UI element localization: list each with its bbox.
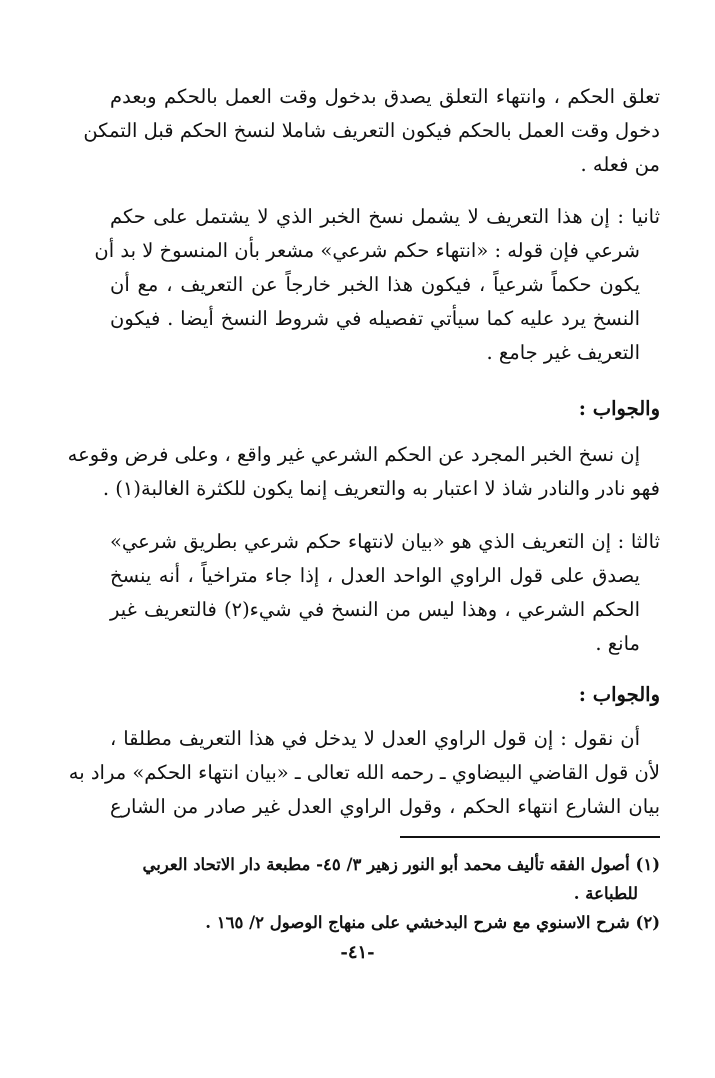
text-line: من فعله . [580, 153, 660, 176]
text-line: ثانيا : إن هذا التعريف لا يشمل نسخ الخبر الذي لا يشتمل على حكم [110, 205, 660, 228]
footnotes [110, 850, 660, 937]
objection-second [94, 200, 660, 370]
text-line: أن نقول : إن قول الراوي العدل لا يدخل في هذا التعريف مطلقا ، [110, 727, 640, 750]
text-line: مانع . [595, 632, 640, 655]
footnote-continuation: للطباعة . [573, 884, 638, 903]
paragraph-continuation [83, 80, 660, 182]
text-line: لأن قول القاضي البيضاوي ـ رحمه الله تعالى ـ «بيان انتهاء الحكم» مراد به [68, 761, 660, 784]
text-line: شرعي فإن قوله : «انتهاء حكم شرعي» مشعر بأن المنسوخ لا بد أن [94, 239, 640, 262]
text-line: فهو نادر والنادر شاذ لا اعتبار به والتعريف إنما يكون للكثرة الغالبة(١) . [102, 477, 660, 500]
text-line: يصدق على قول الراوي الواحد العدل ، إذا جاء متراخياً ، أنه ينسخ [110, 564, 640, 587]
answer-paragraph [67, 438, 660, 506]
heading-text: والجواب : [578, 397, 660, 420]
text-line: بيان الشارع انتهاء الحكم ، وقول الراوي العدل غير صادر من الشارع [110, 795, 660, 818]
page-number: -٤١- [340, 942, 375, 963]
answer-heading [110, 678, 660, 712]
text-line: إن نسخ الخبر المجرد عن الحكم الشرعي غير واقع ، وعلى فرض وقوعه [67, 443, 640, 466]
footnote: (١) أصول الفقه تأليف محمد أبو النور زهير ٣/ ٤٥- مطبعة دار الاتحاد العربي [142, 855, 660, 874]
text-line: يكون حكماً شرعياً ، فيكون هذا الخبر خارجاً عن التعريف ، مع أن [110, 273, 640, 296]
text-line: تعلق الحكم ، وانتهاء التعلق يصدق بدخول وقت العمل بالحكم وبعدم [110, 85, 660, 108]
text-line: التعريف غير جامع . [486, 341, 640, 364]
text-line: ثالثا : إن التعريف الذي هو «بيان لانتهاء حكم شرعي بطريق شرعي» [110, 530, 660, 553]
text-line: النسخ يرد عليه كما سيأتي تفصيله في شروط النسخ أيضا . فيكون [110, 307, 640, 330]
objection-third [110, 525, 660, 661]
answer-paragraph [68, 722, 660, 824]
heading-text: والجواب : [578, 683, 660, 706]
text-line: الحكم الشرعي ، وهذا ليس من النسخ في شيء(٢) فالتعريف غير [110, 598, 640, 621]
text-line: دخول وقت العمل بالحكم فيكون التعريف شاملا لنسخ الحكم قبل التمكن [83, 119, 660, 142]
footnote-separator [400, 836, 660, 838]
footnote: (٢) شرح الاسنوي مع شرح البدخشي على منهاج الوصول ٢/ ١٦٥ . [205, 913, 660, 932]
answer-heading [110, 392, 660, 426]
